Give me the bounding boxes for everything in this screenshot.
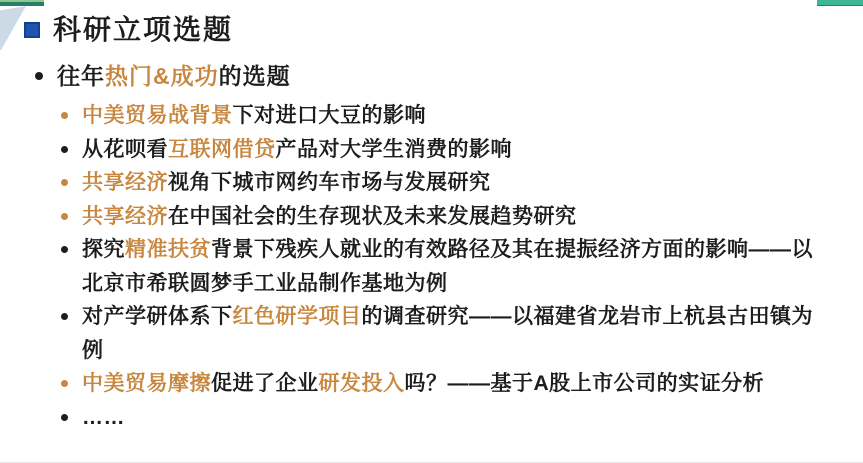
topic-list: [33, 99, 849, 434]
heading-text: [57, 60, 291, 92]
top-left-accent-bar: [0, 0, 44, 6]
text-segment: 从花呗看: [82, 137, 168, 161]
topic-list-item: [33, 166, 849, 200]
text-segment: 对产学研体系下: [82, 305, 233, 328]
topic-text: [82, 233, 834, 300]
text-segment: 下对进口大豆的影响: [232, 104, 426, 127]
text-segment: 吗？——基于A股上市公司的实证分析: [404, 372, 765, 395]
text-segment: 红色研学项目: [232, 305, 362, 328]
text-segment: 中美贸易摩擦: [82, 372, 211, 395]
text-segment: 精准扶贫: [125, 238, 211, 261]
topic-list-item: [33, 99, 849, 133]
topic-list-item: [33, 233, 849, 300]
topic-text: [82, 367, 764, 401]
text-segment: 视角下城市网约车市场与发展研究: [168, 171, 491, 194]
topic-bullet-icon: [61, 213, 68, 220]
topic-list-item: [33, 200, 849, 234]
topic-bullet-icon: [61, 112, 68, 119]
topic-list-item: [33, 367, 849, 401]
heading-bullet-icon: [35, 72, 43, 80]
text-segment: 共享经济: [82, 171, 168, 194]
topic-bullet-icon: [61, 179, 68, 186]
slide-content: [33, 60, 849, 434]
topic-text: [82, 401, 125, 435]
text-segment: 互联网借贷: [168, 137, 276, 161]
text-segment: ……: [82, 405, 125, 429]
topic-text: [82, 99, 426, 133]
text-segment: 研发投入: [318, 372, 405, 395]
topic-bullet-icon: [61, 246, 68, 253]
topic-bullet-icon: [61, 146, 68, 153]
text-segment: 探究: [82, 238, 125, 261]
topic-list-item: [33, 401, 849, 435]
heading-list-item: [33, 60, 849, 92]
text-segment: 促进了企业: [211, 372, 319, 395]
topic-bullet-icon: [61, 380, 68, 387]
text-segment: 产品对大学生消费的影响: [275, 137, 512, 161]
topic-list-item: [33, 300, 849, 367]
slide-title: 科研立项选题: [53, 14, 234, 45]
top-left-accent-bar-dark: [0, 2, 44, 6]
topic-text: [82, 300, 834, 367]
text-segment: 共享经济: [82, 204, 168, 228]
text-segment: 中美贸易战背景: [82, 104, 233, 127]
topic-text: [82, 166, 491, 200]
top-right-accent-bar: [817, 0, 863, 6]
text-segment: 往年: [57, 63, 105, 89]
topic-text: [82, 200, 577, 234]
topic-bullet-icon: [61, 414, 68, 421]
topic-list-item: [33, 133, 849, 167]
topic-text: [82, 133, 512, 167]
text-segment: 在中国社会的生存现状及未来发展趋势研究: [168, 204, 577, 228]
text-segment: 背景下残疾人就业的有效路径及其在提振经济方面的影响——以北京市希联圆梦手工业品制作基地为例: [82, 238, 813, 295]
text-segment: 的选题: [218, 63, 291, 89]
text-segment: 的调查研究——以福建省龙岩市上杭县古田镇为例: [82, 305, 813, 362]
text-segment: 热门&成功: [105, 63, 219, 89]
corner-diagonal-decoration: [0, 6, 26, 50]
title-square-bullet-icon: [24, 22, 40, 38]
slide-title-row: [24, 8, 233, 48]
topic-bullet-icon: [61, 313, 68, 320]
